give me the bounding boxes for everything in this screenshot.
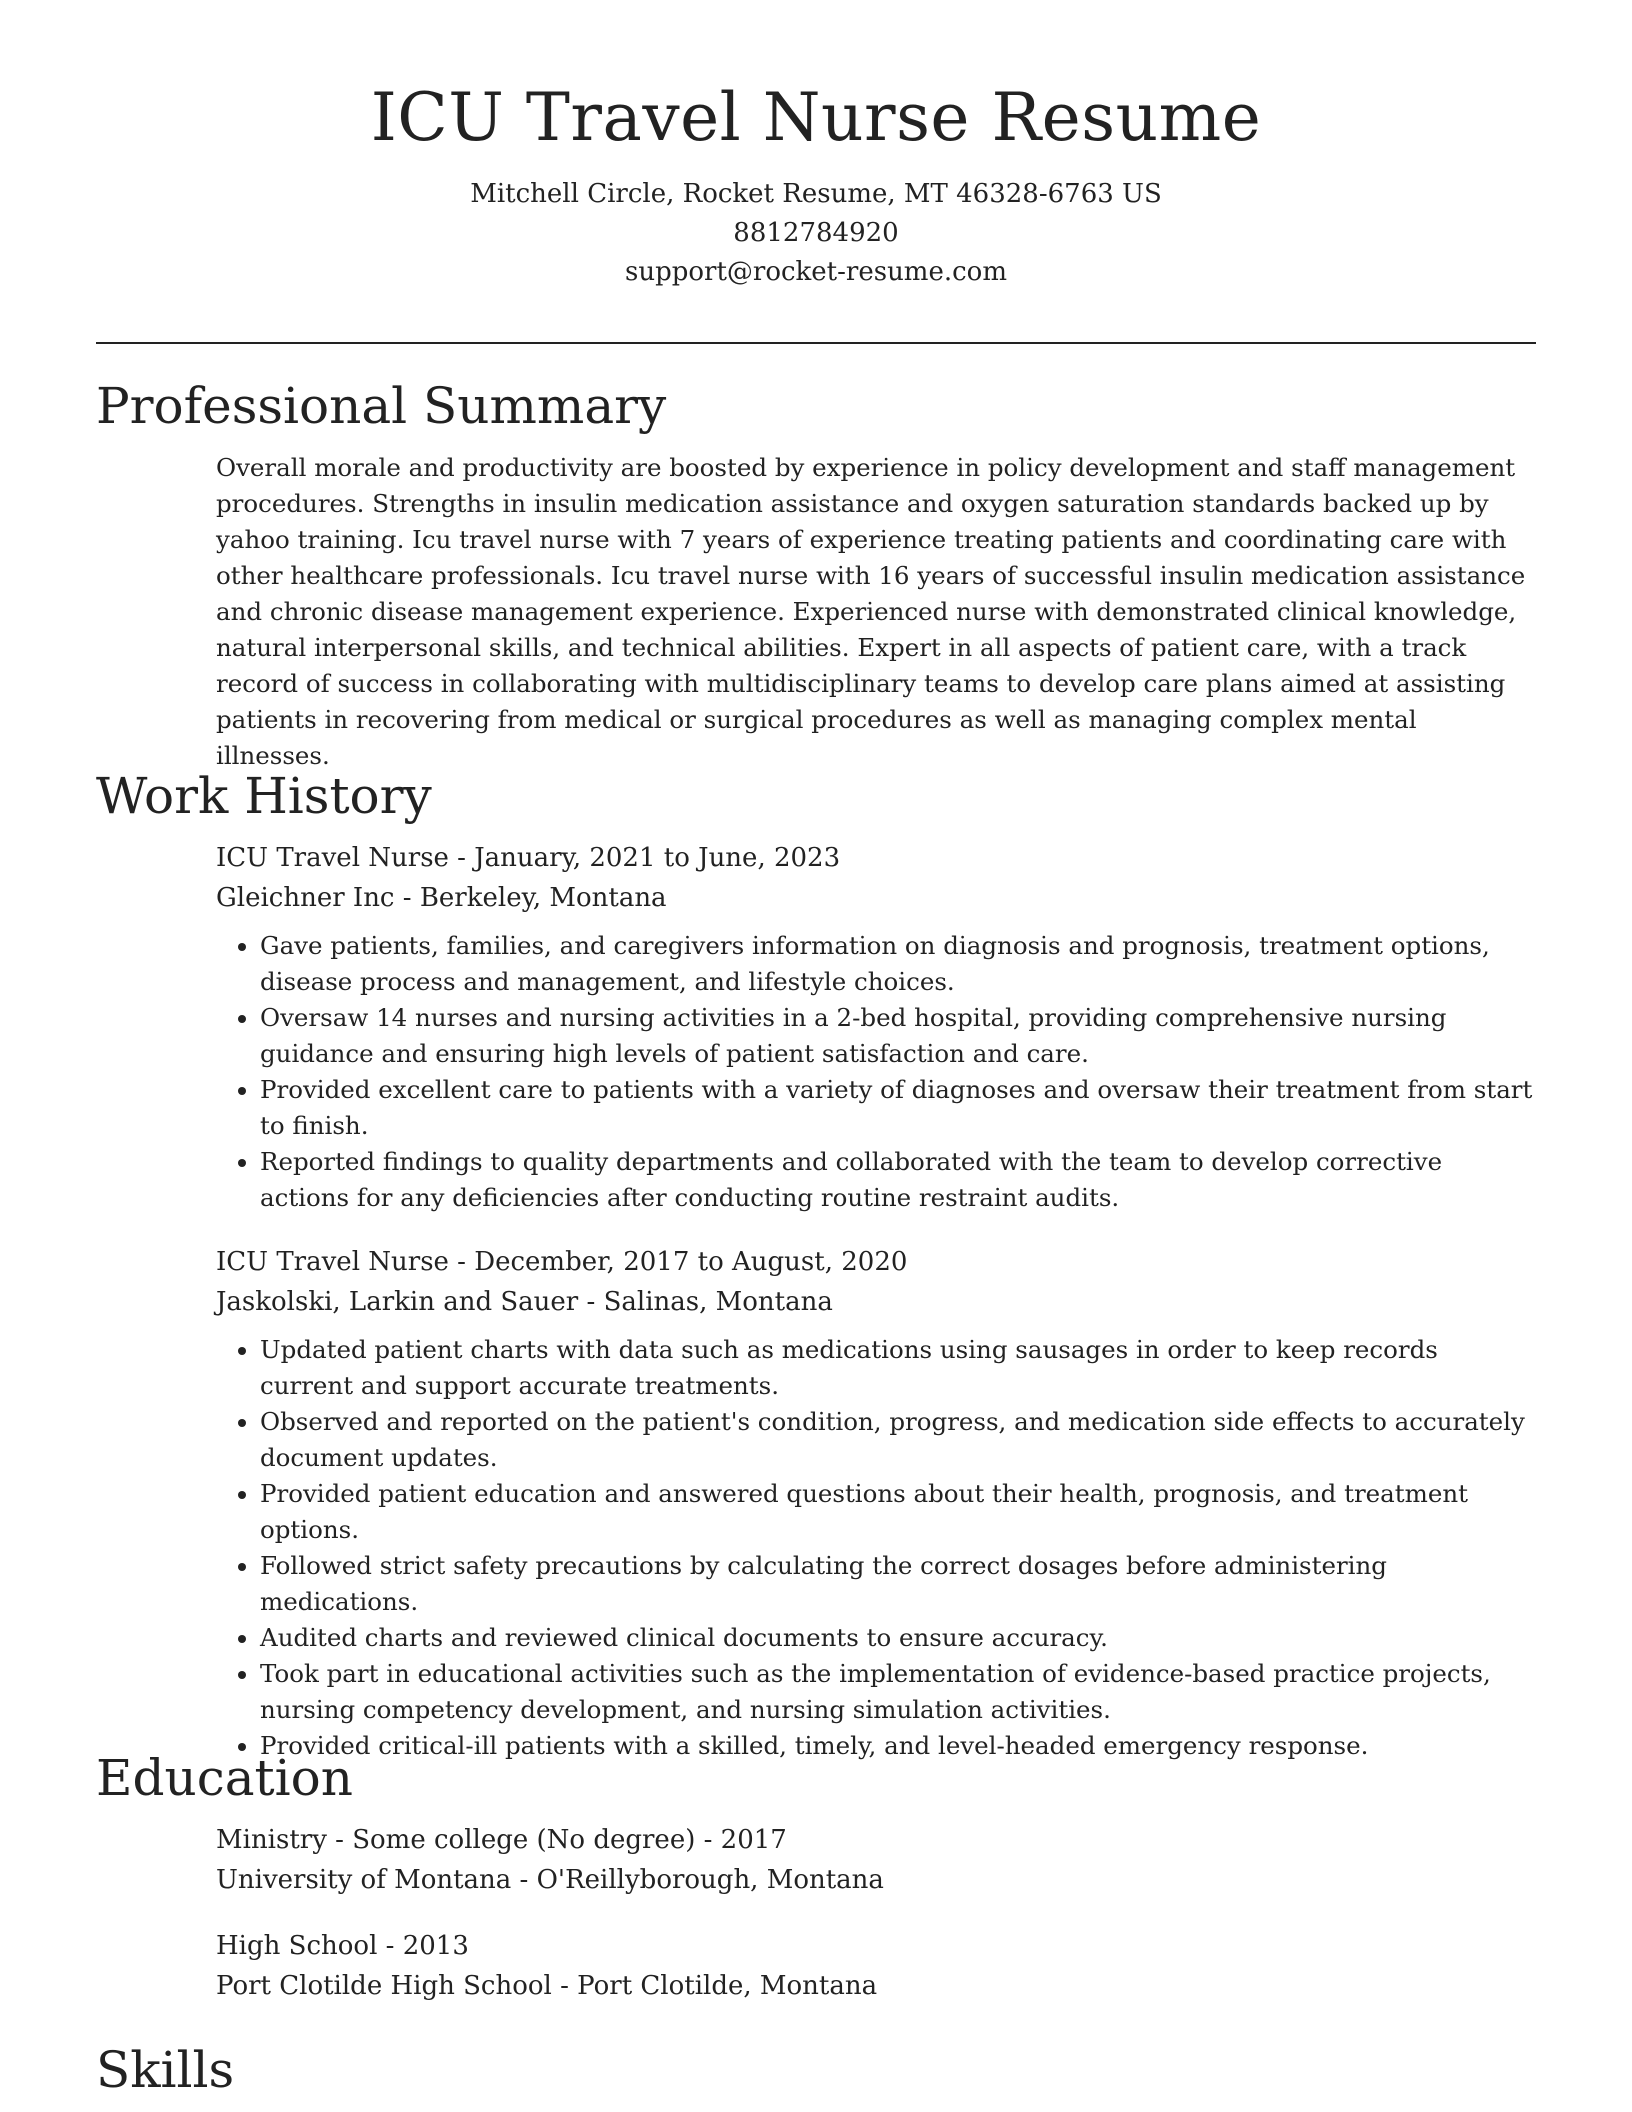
job-company-line	[216, 1282, 1536, 1322]
job-title: ICU Travel Nurse	[216, 1247, 449, 1277]
duty-item: • Provided critical-ill patients with a skilled, timely, and level-headed emergency response.	[260, 1728, 1536, 1764]
summary-section	[96, 376, 1536, 774]
duty-item: • Updated patient charts with data such as medications using sausages in order to keep records current and support accurate treatments.	[260, 1332, 1536, 1404]
degree-line	[216, 1926, 1536, 1966]
job-dates: - December, 2017 to August, 2020	[448, 1247, 908, 1277]
degree-detail: - Some college (No degree) - 2017	[326, 1825, 787, 1855]
work-section	[96, 766, 1536, 1764]
summary-text: Overall morale and productivity are boosted by experience in policy development and staff management procedures. Strengths in insulin medication assistance and oxygen saturation standards backed up by yahoo training. Icu travel nurse with 7 years of experience treating patients and coordinating care with other healthcare professionals. Icu travel nurse with 16 years of successful insulin medication assistance and chronic disease management experience. Experienced nurse with demonstrated clinical knowledge, natural interpersonal skills, and technical abilities. Expert in all aspects of patient care, with a track record of success in collaborating with multidisciplinary teams to develop care plans aimed at assisting patients in recovering from medical or surgical procedures as well as managing complex mental illnesses.	[216, 453, 1526, 770]
duty-item: • Provided excellent care to patients with a variety of diagnoses and oversaw their treatment from start to finish.	[260, 1072, 1536, 1144]
skills-heading: Skills	[96, 2041, 235, 2099]
education-list	[216, 1820, 1536, 2006]
job-dates: - January, 2021 to June, 2023	[448, 843, 841, 873]
degree: Ministry	[216, 1825, 327, 1855]
job-entry	[216, 838, 1536, 1216]
duty-item: • Reported findings to quality departments and collaborated with the team to develop corrective actions for any deficiencies after conducting routine restraint audits.	[260, 1144, 1536, 1216]
school-location: - O'Reillyborough, Montana	[511, 1865, 884, 1895]
duty-item: • Provided patient education and answered questions about their health, prognosis, and treatment options.	[260, 1476, 1536, 1548]
company-name: Gleichner Inc	[216, 883, 395, 913]
duty-item: • Followed strict safety precautions by calculating the correct dosages before administering medications.	[260, 1548, 1536, 1620]
education-entry	[216, 1926, 1536, 2006]
skills-section	[96, 2040, 1536, 2100]
resume-title: ICU Travel Nurse Resume	[370, 79, 1262, 156]
education-entry	[216, 1820, 1536, 1900]
duty-item: • Observed and reported on the patient's condition, progress, and medication side effects to accurately document updates.	[260, 1404, 1536, 1476]
degree: High School	[216, 1931, 378, 1961]
work-list	[216, 838, 1536, 1764]
degree-detail: - 2013	[377, 1931, 469, 1961]
degree-line	[216, 1820, 1536, 1860]
school-line	[216, 1966, 1536, 2006]
job-title-line	[216, 838, 1536, 878]
education-section	[96, 1748, 1536, 2006]
job-duties	[216, 928, 1536, 1216]
header-divider	[96, 342, 1536, 344]
school-line	[216, 1860, 1536, 1900]
email: support@rocket-resume.com	[624, 257, 1007, 288]
job-title: ICU Travel Nurse	[216, 843, 449, 873]
address: Mitchell Circle, Rocket Resume, MT 46328-6763 US	[470, 179, 1162, 210]
school-name: University of Montana	[216, 1865, 512, 1895]
education-heading: Education	[96, 1749, 353, 1807]
phone: 8812784920	[733, 218, 899, 249]
company-name: Jaskolski, Larkin and Sauer	[216, 1287, 579, 1317]
work-heading: Work History	[96, 767, 432, 825]
summary-heading: Professional Summary	[96, 377, 667, 435]
duty-item: • Audited charts and reviewed clinical documents to ensure accuracy.	[260, 1620, 1536, 1656]
school-location: - Port Clotilde, Montana	[551, 1971, 878, 2001]
company-location: - Berkeley, Montana	[394, 883, 667, 913]
resume-header	[96, 78, 1536, 292]
job-entry	[216, 1242, 1536, 1764]
company-location: - Salinas, Montana	[578, 1287, 833, 1317]
contact-block	[96, 175, 1536, 292]
job-duties	[216, 1332, 1536, 1764]
job-title-line	[216, 1242, 1536, 1282]
job-company-line	[216, 878, 1536, 918]
duty-item: • Oversaw 14 nurses and nursing activities in a 2-bed hospital, providing comprehensive nursing guidance and ensuring high levels of patient satisfaction and care.	[260, 1000, 1536, 1072]
duty-item: • Took part in educational activities such as the implementation of evidence-based practice projects, nursing competency development, and nursing simulation activities.	[260, 1656, 1536, 1728]
school-name: Port Clotilde High School	[216, 1971, 552, 2001]
duty-item: • Gave patients, families, and caregivers information on diagnosis and prognosis, treatment options, disease process and management, and lifestyle choices.	[260, 928, 1536, 1000]
